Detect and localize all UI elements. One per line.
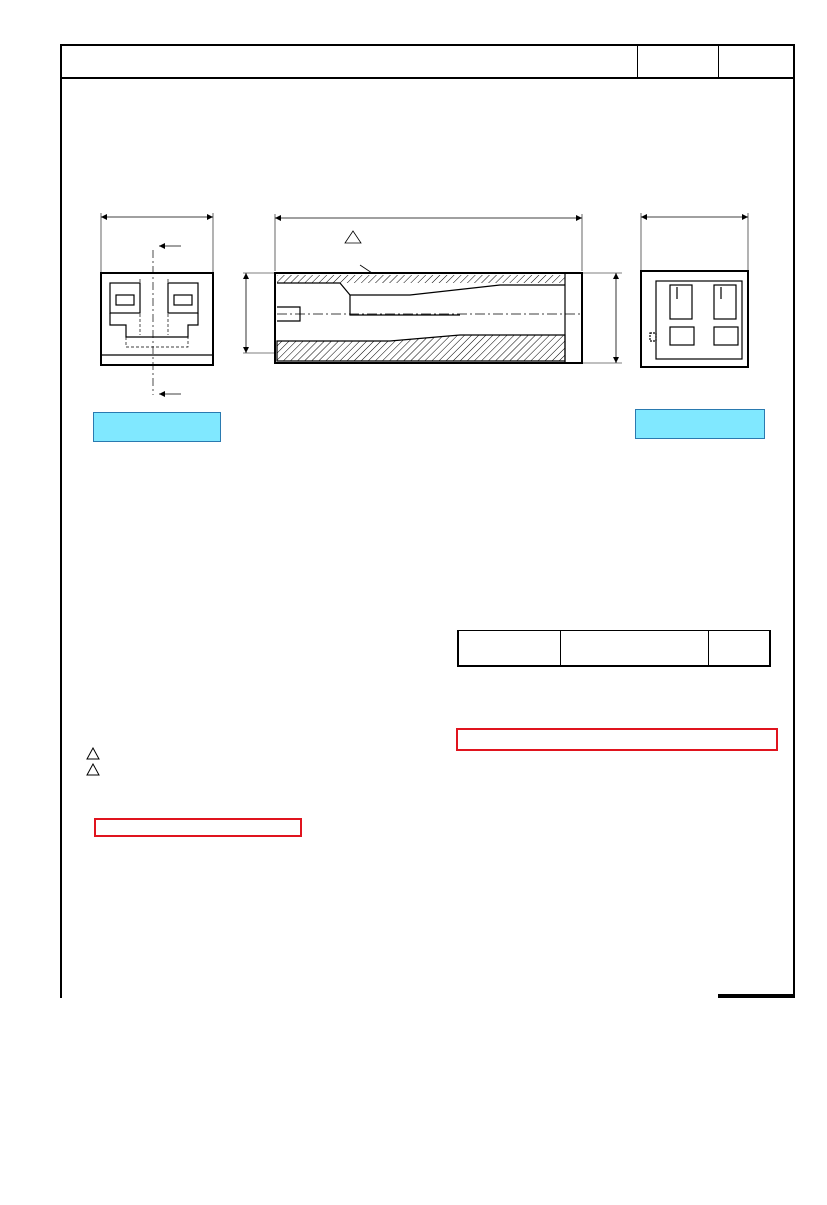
section-view xyxy=(243,214,622,363)
notes-block xyxy=(72,746,106,778)
mating-side-label xyxy=(93,412,221,442)
note5-marker xyxy=(345,231,361,243)
connector-drawing xyxy=(60,195,780,415)
frame-right xyxy=(793,44,795,998)
insertion-side-label xyxy=(635,409,765,439)
material-highlight xyxy=(94,818,302,837)
frame-top xyxy=(60,44,794,46)
title-divider xyxy=(637,44,638,78)
part-number-table xyxy=(457,630,771,667)
rear-view xyxy=(641,213,748,367)
front-view xyxy=(101,213,213,397)
frame-corner-bar xyxy=(718,994,794,998)
title-divider xyxy=(718,44,719,78)
note-4-row xyxy=(72,746,106,762)
selected-row-highlight xyxy=(456,728,778,751)
title-block-rule xyxy=(60,77,794,79)
note-5-row xyxy=(72,762,106,778)
frame-left xyxy=(60,44,62,998)
note-4-triangle-icon xyxy=(86,747,100,760)
table-header xyxy=(458,631,770,667)
note-5-triangle-icon xyxy=(86,763,100,776)
